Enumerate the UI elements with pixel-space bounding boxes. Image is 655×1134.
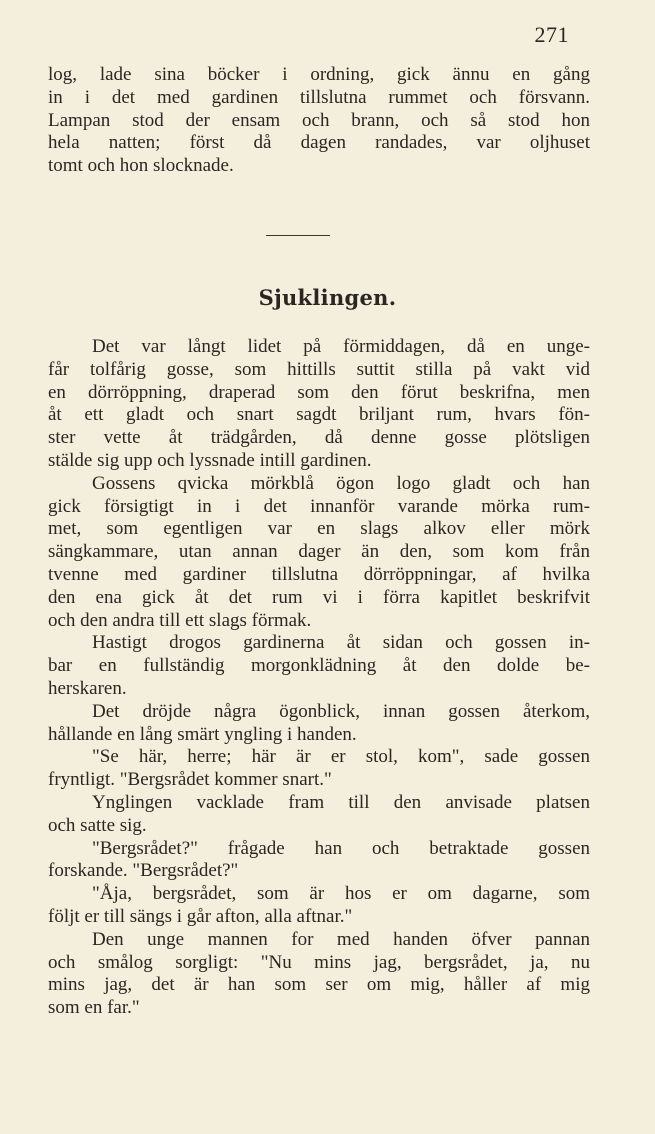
continued-paragraph xyxy=(48,64,590,178)
text-line: "Se här, herre; här är er stol, kom", sade gossen xyxy=(92,746,590,768)
text-line: Det dröjde några ögonblick, innan gossen återkom, xyxy=(92,700,590,722)
text-line: "Bergsrådet?" frågade han och betraktade gossen xyxy=(92,837,590,859)
text-line: ster vette åt trädgården, då denne gosse plötsligen xyxy=(48,427,590,449)
text-line: och satte sig. xyxy=(48,814,147,836)
text-line: fryntligt. "Bergsrådet kommer snart." xyxy=(48,769,332,791)
text-line: får tolfårig gosse, som hittills suttit stilla på vakt vid xyxy=(48,358,590,380)
text-line: tvenne med gardiner tillslutna dörröppningar, af hvilka xyxy=(48,563,590,585)
text-line: Ynglingen vacklade fram till den anvisade platsen xyxy=(92,791,590,813)
text-line: herskaren. xyxy=(48,677,127,699)
text-line: log, lade sina böcker i ordning, gick ännu en gång xyxy=(48,64,590,85)
text-line: stälde sig upp och lyssnade intill gardinen. xyxy=(48,449,372,471)
page-number: 271 xyxy=(534,22,569,47)
text-line: en dörröppning, draperad som den förut beskrifna, men xyxy=(48,381,590,403)
text-line: "Åja, bergsrådet, som är hos er om dagarne, som xyxy=(92,883,590,905)
chapter-body xyxy=(48,336,590,1020)
text-line: Lampan stod der ensam och brann, och så stod hon xyxy=(48,109,590,131)
text-line: som en far." xyxy=(48,997,140,1019)
text-line: tomt och hon slocknade. xyxy=(48,155,234,177)
text-line: följt er till sängs i går afton, alla aftnar." xyxy=(48,905,353,927)
text-line: in i det med gardinen tillslutna rummet och försvann. xyxy=(48,86,590,108)
section-divider xyxy=(266,235,330,236)
text-line: forskande. "Bergsrådet?" xyxy=(48,860,239,882)
chapter-title: Sjuklingen. xyxy=(258,285,397,310)
text-line: hela natten; först då dagen randades, var oljhuset xyxy=(48,132,590,154)
text-line: bar en fullständig morgonklädning åt den dolde be- xyxy=(48,655,590,677)
text-line: och smålog sorgligt: "Nu mins jag, bergsrådet, ja, nu xyxy=(48,951,590,973)
text-line: Gossens qvicka mörkblå ögon logo gladt och han xyxy=(92,472,590,494)
text-line: gick försigtigt in i det innanför varande mörka rum- xyxy=(48,495,590,517)
text-line: Hastigt drogos gardinerna åt sidan och gossen in- xyxy=(92,632,590,654)
text-line: Det var långt lidet på förmiddagen, då en unge- xyxy=(92,336,590,357)
text-line: mins jag, det är han som ser om mig, håller af mig xyxy=(48,974,590,996)
text-line: Den unge mannen for med handen öfver pannan xyxy=(92,928,590,950)
text-line: hållande en lång smärt yngling i handen. xyxy=(48,723,357,745)
text-line: åt ett gladt och snart sagdt briljant rum, hvars fön- xyxy=(48,404,590,426)
text-line: sängkammare, utan annan dager än den, som kom från xyxy=(48,541,590,563)
text-line: met, som egentligen var en slags alkov eller mörk xyxy=(48,518,590,540)
text-line: den ena gick åt det rum vi i förra kapitlet beskrifvit xyxy=(48,586,590,608)
text-line: och den andra till ett slags förmak. xyxy=(48,609,312,631)
